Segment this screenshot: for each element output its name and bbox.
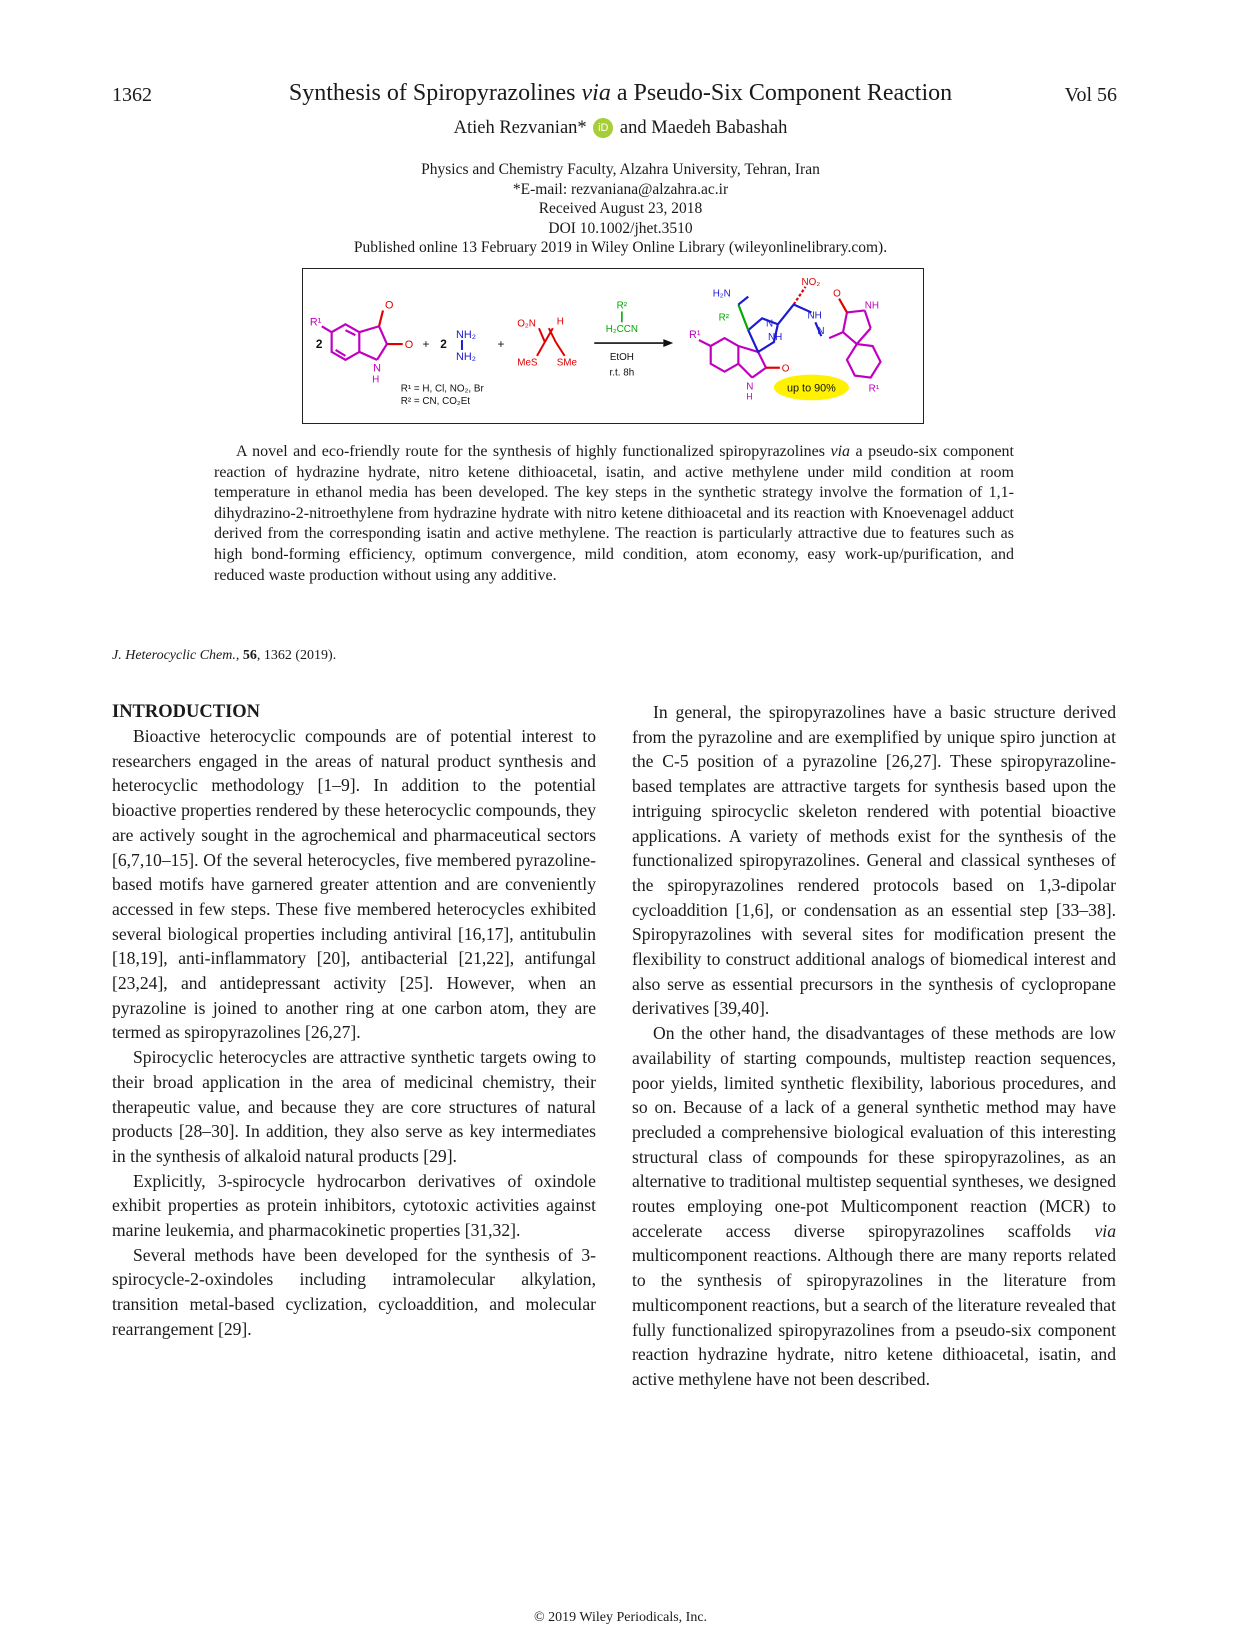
svg-text:NH₂: NH₂ xyxy=(456,329,476,342)
product-h-bottom: H xyxy=(746,391,753,402)
product-nh-chain: NH xyxy=(807,310,822,322)
left-column xyxy=(112,700,596,1342)
body-paragraph: Spirocyclic heterocycles are attractive synthetic targets owing to their broad application in the area of medicinal chemistry, their therapeutic value, and because they are core structures of natural products [28–30]. In addition, they also serve as key intermediates in the synthesis of alkaloid natural products [29]. xyxy=(112,1047,596,1166)
product-nh-ring: NH xyxy=(767,332,783,344)
reagent-formula: H₂CCN xyxy=(605,324,639,336)
paragraph-italic: via xyxy=(1094,1220,1116,1241)
email-line[interactable]: *E-mail: rezvaniana@alzahra.ac.ir xyxy=(512,180,729,198)
affiliation-line: Physics and Chemistry Faculty, Alzahra University, Tehran, Iran xyxy=(421,161,820,178)
product-r1-right: R¹ xyxy=(868,383,880,395)
r2-legend: R² = CN, CO₂Et xyxy=(400,396,471,408)
orcid-icon[interactable]: iD xyxy=(593,118,613,138)
plus-sign-2: + xyxy=(497,336,505,351)
product-nh2: H₂N xyxy=(712,288,731,300)
section-heading: INTRODUCTION xyxy=(112,702,261,722)
abstract-part-1: A novel and eco-friendly route for the synthesis of highly functionalized spiropyrazolines xyxy=(236,443,831,460)
body-paragraph: Several methods have been developed for the synthesis of 3-spirocycle-2-oxindoles including intramolecular alkylation, transition metal-based cyclization, cycloaddition, and molecular rearrangement [29]. xyxy=(112,1244,596,1339)
reaction-scheme xyxy=(302,268,924,424)
isatin-h: H xyxy=(372,374,380,386)
citation-journal: J. Heterocyclic Chem. xyxy=(112,648,236,663)
body-paragraph: Bioactive heterocyclic compounds are of potential interest to researchers engaged in the areas of natural product synthesis and heterocyclic methodology [1–9]. In addition to the potential bioactive properties rendered by these heterocyclic compounds, they are actively sought in the agrochemical and pharmaceutical sectors [6,7,10–15]. Of the several heterocycles, five membered pyrazoline-based motifs have garnered greater attention and are conveniently accessed in few steps. These five membered heterocycles exhibited several biological properties including antiviral [16,17], antitubulin [18,19], anti-inflammatory [20], antibacterial [21,22], antifungal [23,24], and antidepressant activity [25]. However, when an pyrazoline is joined to another ring at one carbon atom, they are termed as spiropyrazolines [26,27]. xyxy=(112,726,596,1043)
paragraph-part-2: multicomponent reactions. Although there are many reports related to the synthesis of spiropyrazolines in the literature from multicomponent reactions, but a search of the literature revealed that fully functionalized spiropyrazolines from a pseudo-six component reaction hydrazine hydrate, nitro ketene dithioacetal, isatin, and active methylene have not been described. xyxy=(632,1245,1116,1389)
paragraph-part-1: On the other hand, the disadvantages of these methods are low availability of starting compounds, multistep reaction sequences, poor yields, limited synthetic flexibility, laborious procedures, and so on. Because of a lack of a general synthetic method may have precluded a comprehensive biological evaluation of this interesting structural class of compounds for these spiropyrazolines, as an alternative to traditional multistep sequential syntheses, we designed routes employing one-pot Multicomponent reaction (MCR) to accelerate access diverse spiropyrazolines scaffolds xyxy=(632,1023,1116,1241)
journal-citation: J. Heterocyclic Chem., 56, 1362 (2019). xyxy=(112,648,337,663)
svg-text:NH₂: NH₂ xyxy=(456,350,476,363)
abstract-italic: via xyxy=(830,443,851,460)
nitroketene-structure xyxy=(537,328,565,356)
product-n-chain: N xyxy=(817,326,825,338)
scheme-graphic xyxy=(303,269,923,423)
right-column xyxy=(632,700,1116,1392)
conditions-label: r.t. 8h xyxy=(609,367,635,379)
r1-legend: R¹ = H, Cl, NO₂, Br xyxy=(400,383,484,395)
product-n: N xyxy=(766,318,774,330)
sme-right: SMe xyxy=(556,357,578,369)
product-r2: R² xyxy=(718,312,730,324)
title-italic: via xyxy=(581,80,611,106)
nitro-h-label: H xyxy=(556,316,564,328)
body-paragraph: In general, the spiropyrazolines have a basic structure derived from the pyrazoline and are exemplified by unique spiro junction at the C-5 position of a pyrazoline [26,27]. These spiropyrazoline-based templates are attractive targets for synthesis based upon the intriguing spirocyclic skeleton rendered with potential bioactive applications. A variety of methods exist for the synthesis of the functionalized spiropyrazolines. General and classical syntheses of the spiropyrazolines rendered protocols based on 1,3-dipolar cycloaddition [1,6], or condensation as an essential step [33–38]. Spiropyrazolines with several sites for modification present the flexibility to construct additional analogs of biomedical interest and also serve as essential precursors in the synthesis of cyclopropane derivatives [39,40]. xyxy=(632,702,1116,1019)
isatin-oxygen-top: O xyxy=(384,299,394,312)
hydrazine-coefficient: 2 xyxy=(440,336,447,351)
product-oxygen-left: O xyxy=(781,363,790,375)
nitro-label: O₂N xyxy=(517,318,536,330)
author-first: Atieh Rezvanian* xyxy=(453,118,587,138)
isatin-nh: N xyxy=(373,362,381,375)
citation-rest: , 1362 (2019). xyxy=(256,648,337,663)
solvent-label: EtOH xyxy=(609,351,634,363)
product-no2: NO₂ xyxy=(801,276,821,288)
title-part-2: a Pseudo-Six Component Reaction xyxy=(610,80,953,106)
published-line: Published online 13 February 2019 in Wiley Online Library (wileyonlinelibrary.com). xyxy=(353,239,888,256)
product-structure xyxy=(699,287,881,378)
abstract xyxy=(214,442,1014,586)
title-part-1: Synthesis of Spiropyrazolines xyxy=(288,80,582,106)
volume-label: Vol 56 xyxy=(1064,84,1117,106)
affiliation-block xyxy=(0,160,1241,258)
received-line: Received August 23, 2018 xyxy=(538,200,703,217)
page-number: 1362 xyxy=(112,84,152,106)
author-second: and Maedeh Babashah xyxy=(619,118,788,138)
isatin-coefficient: 2 xyxy=(315,336,323,351)
copyright-footer: © 2019 Wiley Periodicals, Inc. xyxy=(533,1610,708,1625)
abstract-part-2: a pseudo-six component reaction of hydrazine hydrate, nitro ketene dithioacetal, isatin, and active methylene under mild condition at room temperature in ethanol media has been developed. The key steps in the synthetic strategy involve the formation of 1,1-dihydrazino-2-nitroethylene from hydrazine hydrate with nitro ketene dithioacetal and its reaction with Knoevenagel adduct derived from the corresponding isatin and active methylene. The reaction is particularly attractive due to features such as high bond-forming efficiency, optimum convergence, mild condition, atom economy, easy work-up/purification, and reduced waste production without using any additive. xyxy=(214,443,1014,584)
body-paragraph: Explicitly, 3-spirocycle hydrocarbon derivatives of oxindole exhibit properties as protein inhibitors, cytotoxic activities against marine leukemia, and pharmacokinetic properties [31,32]. xyxy=(112,1170,596,1241)
isatin-structure xyxy=(322,310,403,359)
plus-sign-1: + xyxy=(422,336,430,351)
reagent-r2: R² xyxy=(616,300,628,312)
isatin-r1-label: R¹ xyxy=(309,316,322,329)
yield-badge-text: up to 90% xyxy=(787,382,836,395)
body-paragraph xyxy=(632,1021,1116,1392)
citation-volume: 56 xyxy=(242,648,257,663)
article-title xyxy=(0,80,1241,107)
product-nh-oxindole: NH xyxy=(864,300,879,312)
isatin-oxygen-right: O xyxy=(404,338,414,351)
sme-left: MeS xyxy=(517,357,538,369)
product-n-bottom: N xyxy=(746,381,754,393)
product-oxygen-right: O xyxy=(833,288,841,300)
author-line xyxy=(0,118,1241,139)
hydrazine-structure xyxy=(456,329,476,363)
doi-line[interactable]: DOI 10.1002/jhet.3510 xyxy=(548,219,693,237)
product-r1-left: R¹ xyxy=(689,329,701,342)
